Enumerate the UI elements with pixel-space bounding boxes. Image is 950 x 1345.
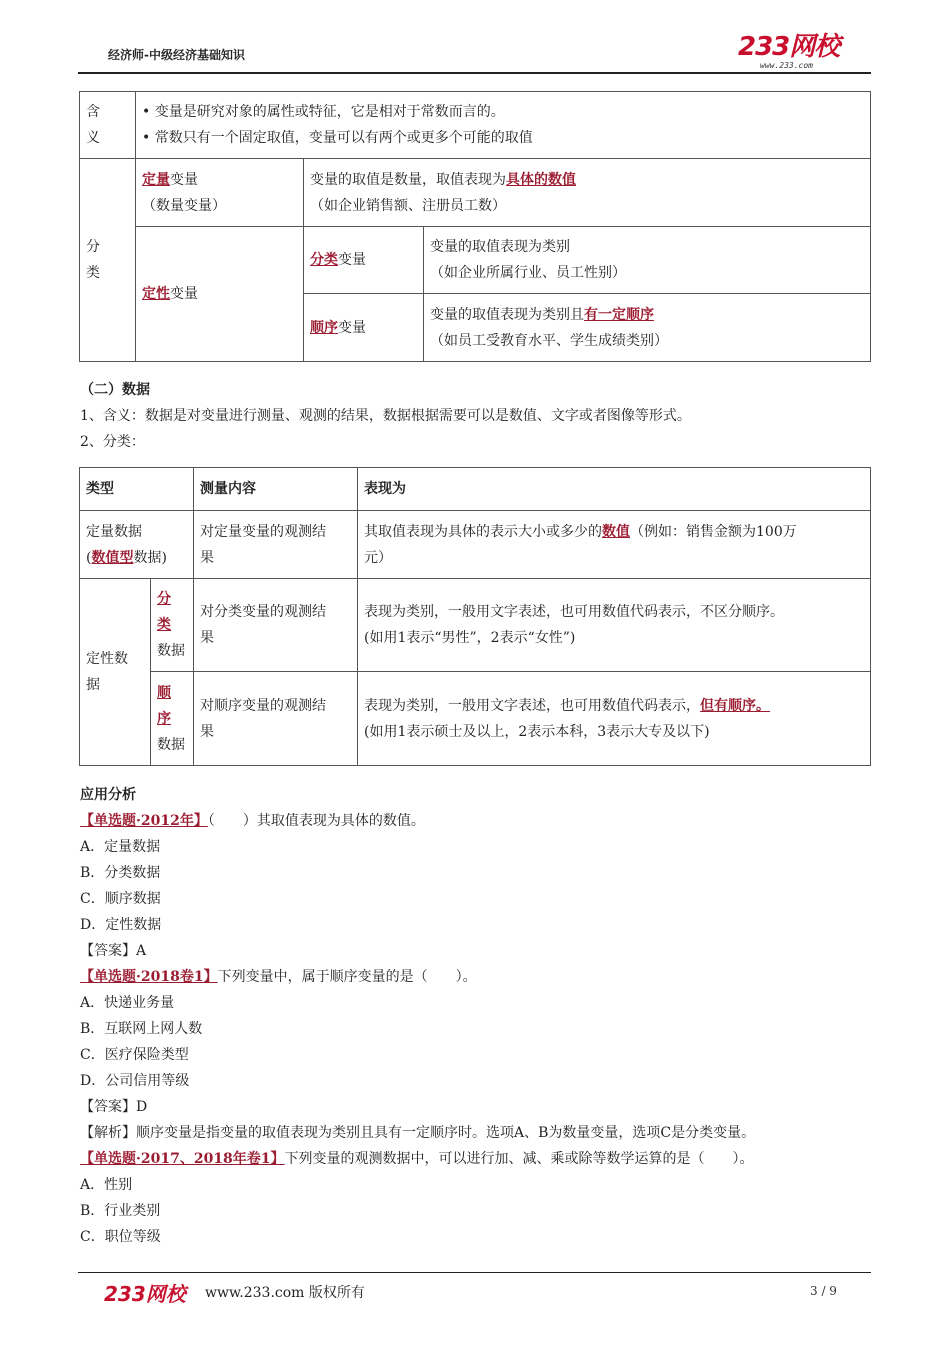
footer-divider [78,1272,871,1273]
option-item: B．互联网上网人数 [80,1021,203,1037]
document-header-title: 经济师-中级经济基础知识 [108,48,245,62]
question-2: 【单选题·2018卷1】下列变量中，属于顺序变量的是（ ）。 [80,969,477,985]
classification-label: 分 类 [80,159,136,362]
ordinal-variable-cell: 顺序变量 [304,294,424,362]
categorical-data-cell: 分 类 数据 [151,579,194,672]
table-row [80,511,871,579]
categorical-variable-cell: 分类变量 [304,227,424,294]
header-type: 类型 [80,468,194,511]
analysis-heading: 应用分析 [80,787,136,803]
site-logo[interactable] [738,34,850,72]
quantitative-variable-desc: 变量的取值是数量，取值表现为具体的数值 （如企业销售额、注册员工数） [304,159,871,227]
table-header-row [80,468,871,511]
quantitative-data-cell: 定量数据 (数值型数据) [80,511,194,579]
meaning-content: • 变量是研究对象的属性或特征，它是相对于常数而言的。 • 常数只有一个固定取值，变量可以有两个或更多个可能的取值 [136,92,871,159]
qualitative-data-cell: 定性数 据 [80,579,151,766]
table-row [80,672,871,766]
categorical-desc: 表现为类别，一般用文字表述，也可用数值代码表示，不区分顺序。 (如用1表示“男性”，2表示“女性”) [358,579,871,672]
option-item: C．职位等级 [80,1229,161,1245]
qualitative-variable-cell: 定性变量 [136,227,304,362]
ordinal-variable-desc: 变量的取值表现为类别且有一定顺序 （如员工受教育水平、学生成绩类别） [424,294,871,362]
question-tag: 【单选题·2017、2018年卷1】 [80,1151,285,1167]
footer-logo[interactable]: 233网校 [104,1282,186,1306]
option-item: A．性别 [80,1177,133,1193]
variable-table [79,91,871,362]
section-heading: （二）数据 [80,382,150,398]
data-type-table [79,467,871,766]
categorical-measure: 对分类变量的观测结 果 [194,579,358,672]
quantitative-measure: 对定量变量的观测结 果 [194,511,358,579]
table-row [80,159,871,227]
header-manifest: 表现为 [358,468,871,511]
answer: 【答案】A [80,943,147,959]
option-item: D．公司信用等级 [80,1073,190,1089]
logo-url: www.233.com [760,61,813,70]
answer: 【答案】D [80,1099,148,1115]
table-row [80,92,871,159]
logo-text: 233网校 [738,32,840,62]
option-item: A．快递业务量 [80,995,175,1011]
option-item: A．定量数据 [80,839,161,855]
table-row [80,579,871,672]
analysis-explanation: 【解析】顺序变量是指变量的取值表现为类别且具有一定顺序时。选项A、B为数量变量，选项C是分类变量。 [80,1125,756,1141]
option-item: D．定性数据 [80,917,162,933]
option-item: C．医疗保险类型 [80,1047,189,1063]
quantitative-variable-cell: 定量变量 （数量变量） [136,159,304,227]
quantitative-desc: 其取值表现为具体的表示大小或多少的数值（例如：销售金额为100万 元） [358,511,871,579]
page-number: 3 / 9 [810,1284,837,1298]
ordinal-data-cell: 顺 序 数据 [151,672,194,766]
option-item: C．顺序数据 [80,891,161,907]
option-item: B．分类数据 [80,865,161,881]
ordinal-measure: 对顺序变量的观测结 果 [194,672,358,766]
question-1: 【单选题·2012年】（ ）其取值表现为具体的数值。 [80,813,425,829]
data-meaning: 1、含义：数据是对变量进行测量、观测的结果，数据根据需要可以是数值、文字或者图像等形式。 [80,408,691,424]
option-item: B．行业类别 [80,1203,161,1219]
question-tag: 【单选题·2012年】 [80,813,208,829]
header-divider [78,72,871,74]
table-row [80,227,871,294]
footer-copyright: www.233.com 版权所有 [205,1285,365,1301]
categorical-variable-desc: 变量的取值表现为类别 （如企业所属行业、员工性别） [424,227,871,294]
meaning-label: 含 义 [80,92,136,159]
question-3: 【单选题·2017、2018年卷1】下列变量的观测数据中，可以进行加、减、乘或除等数学运算的是（ ）。 [80,1151,754,1167]
ordinal-desc: 表现为类别，一般用文字表述，也可用数值代码表示，但有顺序。 (如用1表示硕士及以上，2表示本科，3表示大专及以下) [358,672,871,766]
data-classify: 2、分类： [80,434,145,450]
header-measure: 测量内容 [194,468,358,511]
question-tag: 【单选题·2018卷1】 [80,969,218,985]
